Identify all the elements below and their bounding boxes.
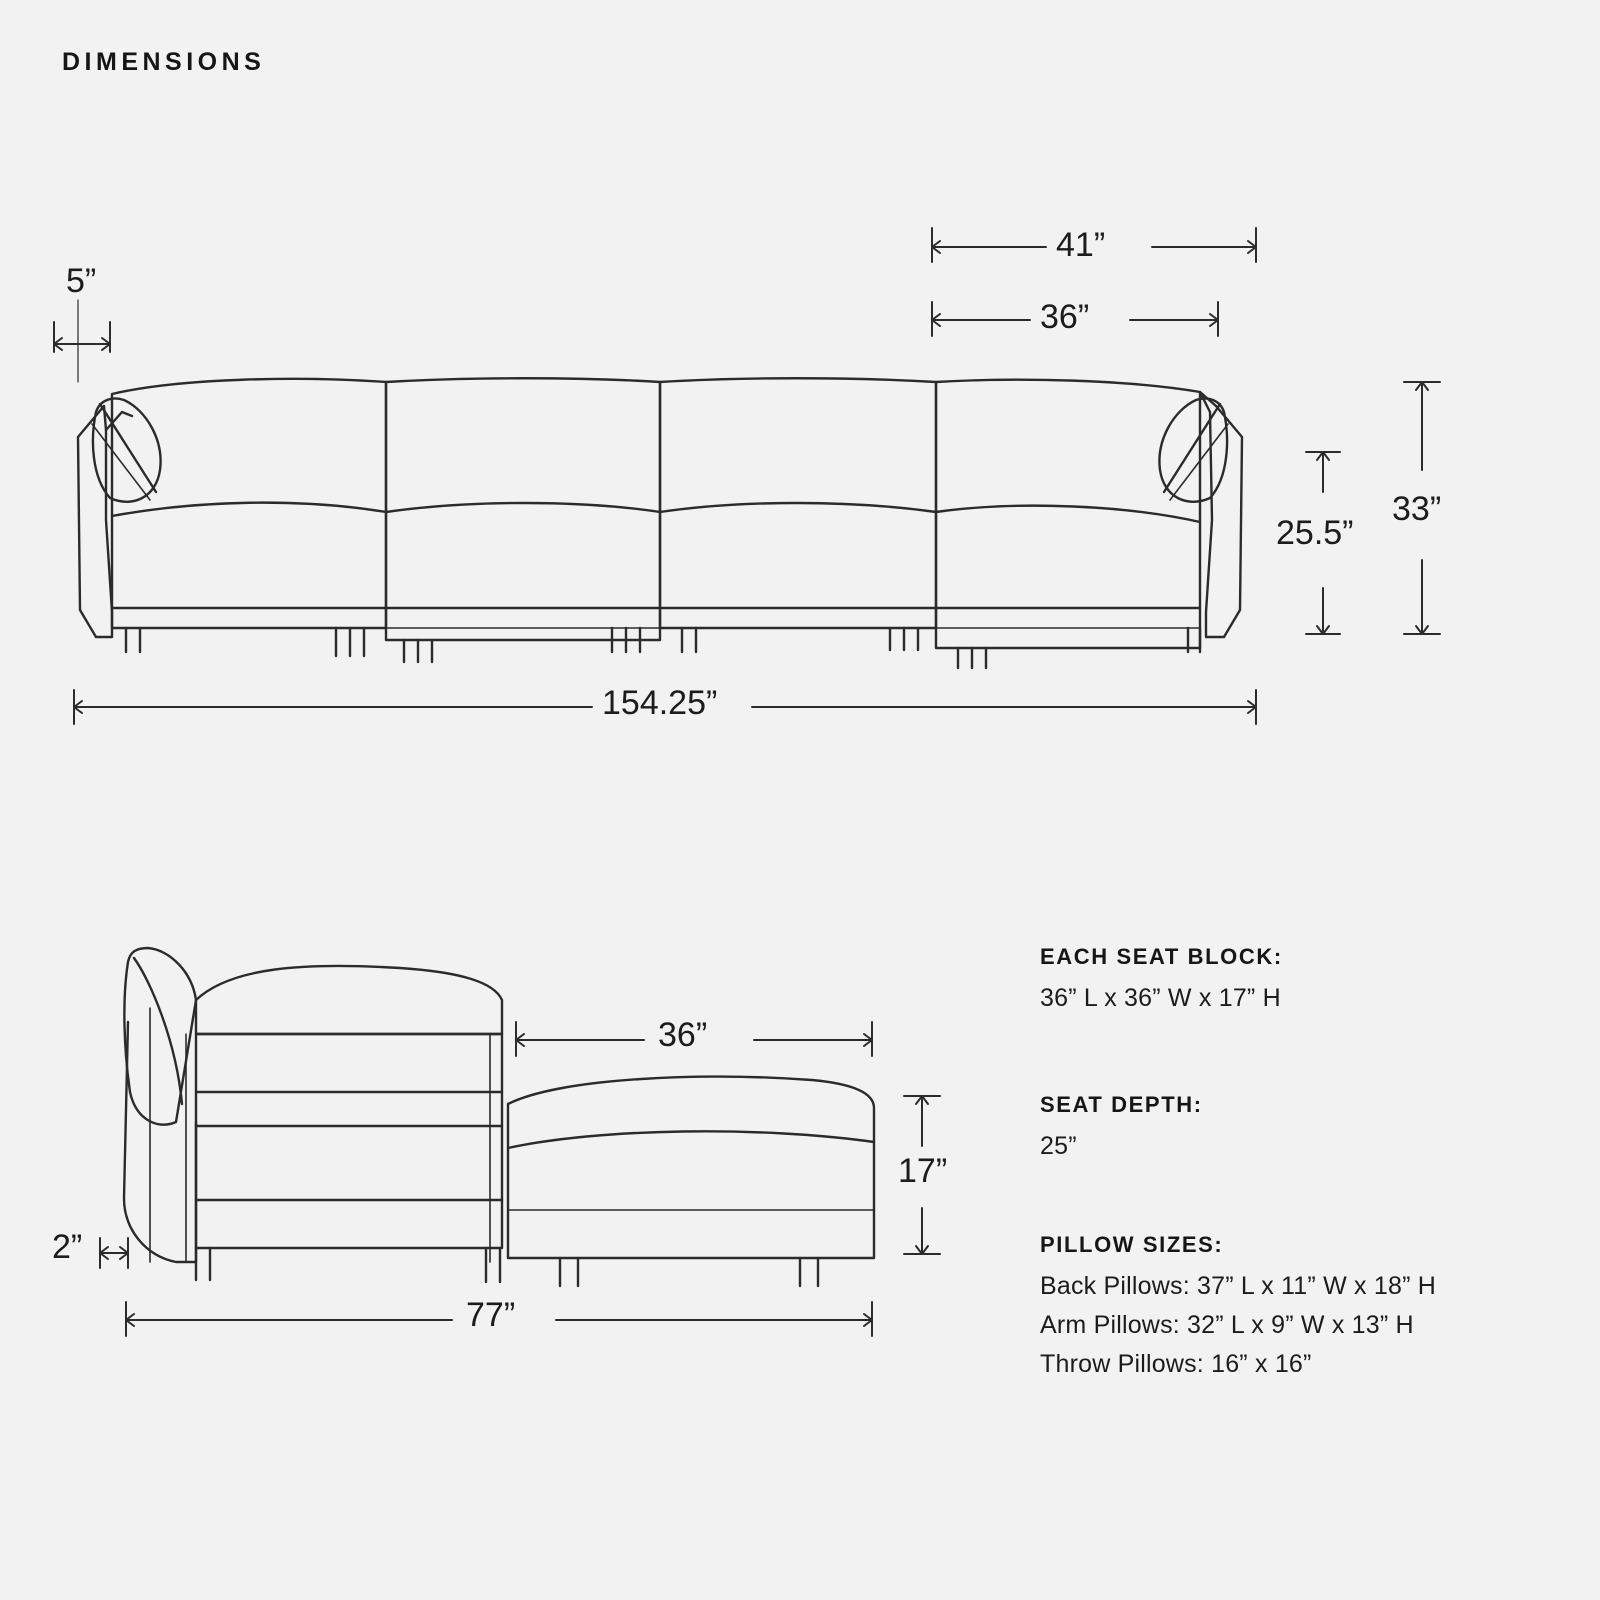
dim-label-overall-width: 154.25” [602,684,718,722]
spec-seat-depth-heading: SEAT DEPTH: [1040,1092,1203,1117]
dim-label-module-inner-width: 36” [1040,298,1090,336]
dim-label-module-outer-width: 41” [1056,226,1106,264]
dim-label-seat-height: 17” [898,1152,948,1190]
front-view-dimension-lines [54,228,1440,724]
spec-pillow-sizes-line-1: Arm Pillows: 32” L x 9” W x 13” H [1040,1311,1414,1339]
spec-seat-depth-line-0: 25” [1040,1132,1077,1160]
dim-label-leg-height: 2” [52,1228,83,1266]
dim-label-arm-thickness: 5” [66,262,97,300]
spec-pillow-sizes-heading: PILLOW SIZES: [1040,1232,1224,1257]
side-view-sofa [124,948,874,1286]
page-title: DIMENSIONS [62,48,266,76]
spec-each-seat-block-line-0: 36” L x 36” W x 17” H [1040,984,1281,1012]
dim-label-overall-height: 33” [1392,490,1442,528]
dim-label-overall-depth: 77” [466,1296,516,1334]
front-view-sofa [78,378,1242,668]
side-view-dimension-lines [100,1022,940,1336]
dim-label-ottoman-depth: 36” [658,1016,708,1054]
spec-pillow-sizes-line-2: Throw Pillows: 16” x 16” [1040,1350,1312,1378]
dim-label-seat-back-height: 25.5” [1276,514,1354,552]
spec-pillow-sizes-line-0: Back Pillows: 37” L x 11” W x 18” H [1040,1272,1437,1300]
spec-seat-depth [1040,1092,1203,1171]
spec-pillow-sizes [1040,1232,1436,1389]
spec-each-seat-block [1040,944,1283,1023]
spec-each-seat-block-heading: EACH SEAT BLOCK: [1040,944,1283,969]
